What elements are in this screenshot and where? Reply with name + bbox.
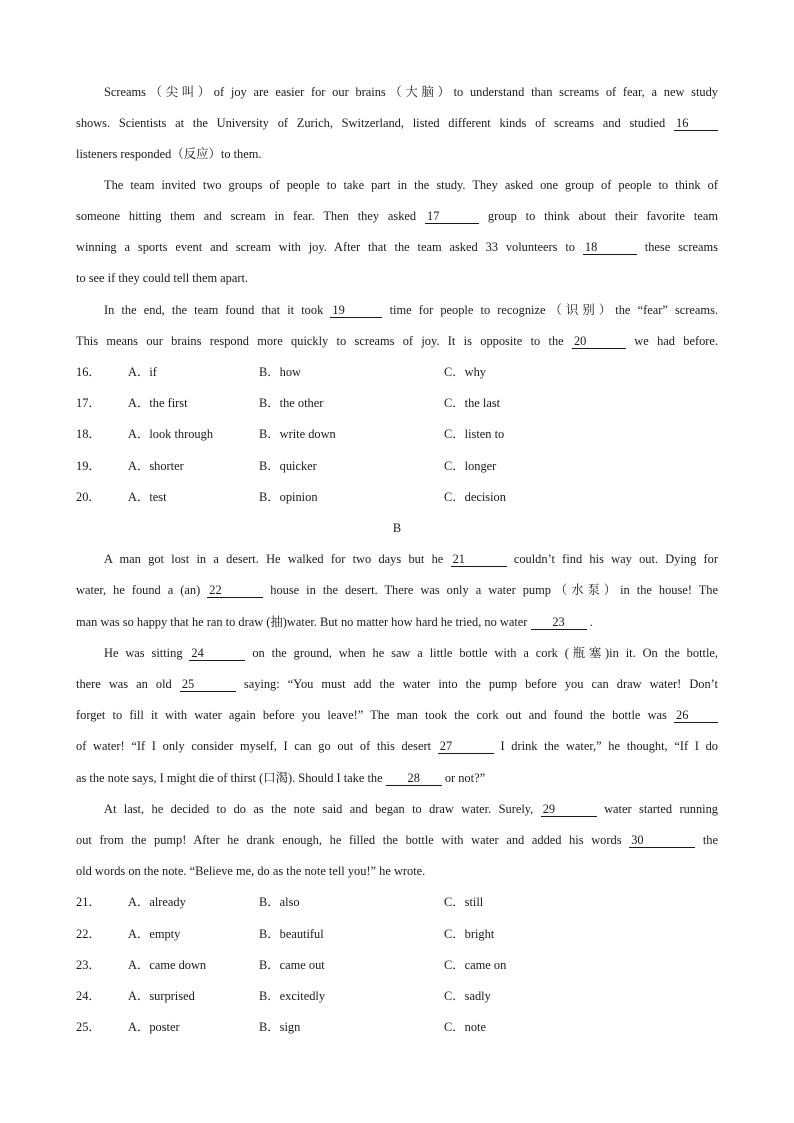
option-a[interactable]: A．already	[128, 895, 186, 909]
option-a[interactable]: A．surprised	[128, 989, 195, 1003]
blank-23: 23	[531, 616, 587, 630]
passage-line: listeners responded（反应）to them.	[76, 147, 262, 161]
option-b[interactable]: B．write down	[259, 427, 336, 441]
option-c[interactable]: C．note	[444, 1020, 486, 1034]
section-b-title: B	[392, 521, 402, 535]
blank-16: 16	[674, 117, 718, 131]
passage-line: as the note says, I might die of thirst (口渴). Should I take the 28 or not?”	[76, 771, 486, 785]
passage-line: He was sitting 24 on the ground, when he saw a little bottle with a cork (瓶塞)in it. On the bottle,	[104, 646, 718, 660]
question-number: 23．	[76, 958, 101, 972]
passage-line: shows. Scientists at the University of Zurich, Switzerland, listed different kinds of screams and studied 16	[76, 115, 718, 131]
blank-30: 30	[629, 834, 695, 848]
blank-26: 26	[674, 709, 718, 723]
passage-line: out from the pump! After he drank enough, he filled the bottle with water and added his words 30 the	[76, 833, 718, 847]
question-row	[76, 489, 718, 505]
question-number: 24．	[76, 989, 101, 1003]
blank-21: 21	[451, 553, 507, 567]
question-row	[76, 426, 718, 442]
passage-line: to see if they could tell them apart.	[76, 271, 249, 285]
option-b[interactable]: B．came out	[259, 958, 325, 972]
question-row	[76, 1019, 718, 1035]
blank-20: 20	[572, 335, 626, 349]
question-number: 25．	[76, 1020, 101, 1034]
passage-line: there was an old 25 saying: “You must add the water into the pump before you can draw water! Don’t	[76, 677, 718, 691]
option-b[interactable]: B．excitedly	[259, 989, 326, 1003]
option-c[interactable]: C．listen to	[444, 427, 505, 441]
option-b[interactable]: B．quicker	[259, 459, 317, 473]
option-a[interactable]: A．poster	[128, 1020, 180, 1034]
option-b[interactable]: B．sign	[259, 1020, 301, 1034]
question-number: 19．	[76, 459, 101, 473]
blank-24: 24	[189, 647, 245, 661]
option-c[interactable]: C．bright	[444, 927, 495, 941]
passage-line: A man got lost in a desert. He walked for two days but he 21 couldn’t find his way out. Dying for	[104, 552, 718, 566]
blank-27: 27	[438, 740, 494, 754]
passage-line: someone hitting them and scream in fear. Then they asked 17 group to think about their favorite team	[76, 209, 718, 223]
question-row	[76, 926, 718, 942]
option-b[interactable]: B．the other	[259, 396, 324, 410]
passage-line: At last, he decided to do as the note said and began to draw water. Surely, 29 water started running	[104, 802, 718, 816]
blank-22: 22	[207, 584, 263, 598]
blank-28: 28	[386, 772, 442, 786]
option-c[interactable]: C．the last	[444, 396, 501, 410]
blank-18: 18	[583, 241, 637, 255]
passage-line: of water! “If I only consider myself, I can go out of this desert 27 I drink the water,” he thought, “If I do	[76, 739, 718, 753]
question-row	[76, 894, 718, 910]
blank-25: 25	[180, 678, 236, 692]
question-row	[76, 988, 718, 1004]
option-c[interactable]: C．longer	[444, 459, 497, 473]
blank-29: 29	[541, 803, 597, 817]
question-row	[76, 957, 718, 973]
option-a[interactable]: A．test	[128, 490, 167, 504]
option-a[interactable]: A．came down	[128, 958, 207, 972]
option-b[interactable]: B．opinion	[259, 490, 318, 504]
passage-line: winning a sports event and scream with joy. After that the team asked 33 volunteers to 18 these screams	[76, 240, 718, 254]
option-c[interactable]: C．came on	[444, 958, 507, 972]
option-b[interactable]: B．also	[259, 895, 300, 909]
question-row	[76, 364, 718, 380]
option-a[interactable]: A．empty	[128, 927, 181, 941]
option-b[interactable]: B．beautiful	[259, 927, 324, 941]
option-a[interactable]: A．shorter	[128, 459, 184, 473]
question-number: 21．	[76, 895, 101, 909]
blank-19: 19	[330, 304, 382, 318]
option-c[interactable]: C．why	[444, 365, 486, 379]
passage-line: Screams（尖叫）of joy are easier for our brains（大脑）to understand than screams of fear, a new study	[104, 85, 718, 99]
option-c[interactable]: C．decision	[444, 490, 506, 504]
option-b[interactable]: B．how	[259, 365, 301, 379]
question-number: 18．	[76, 427, 101, 441]
passage-line: The team invited two groups of people to take part in the study. They asked one group of people to think of	[104, 178, 718, 192]
question-number: 22．	[76, 927, 101, 941]
option-a[interactable]: A．look through	[128, 427, 214, 441]
blank-17: 17	[425, 210, 479, 224]
question-number: 17．	[76, 396, 101, 410]
question-row	[76, 458, 718, 474]
passage-line: forget to fill it with water again before you leave!” The man took the cork out and found the bottle was 26	[76, 707, 718, 723]
passage-line: old words on the note. “Believe me, do as the note tell you!” he wrote.	[76, 864, 426, 878]
question-row	[76, 395, 718, 411]
question-number: 20．	[76, 490, 101, 504]
passage-line: water, he found a (an) 22 house in the desert. There was only a water pump（水泵）in the house! The	[76, 583, 718, 597]
passage-line: In the end, the team found that it took 19 time for people to recognize（识别）the “fear” screams.	[104, 303, 718, 317]
option-a[interactable]: A．the first	[128, 396, 188, 410]
option-a[interactable]: A．if	[128, 365, 157, 379]
question-number: 16．	[76, 365, 101, 379]
passage-line: man was so happy that he ran to draw (抽)water. But no matter how hard he tried, no water 23 .	[76, 615, 593, 629]
option-c[interactable]: C．still	[444, 895, 484, 909]
option-c[interactable]: C．sadly	[444, 989, 491, 1003]
passage-line: This means our brains respond more quickly to screams of joy. It is opposite to the 20 we had before.	[76, 334, 718, 348]
